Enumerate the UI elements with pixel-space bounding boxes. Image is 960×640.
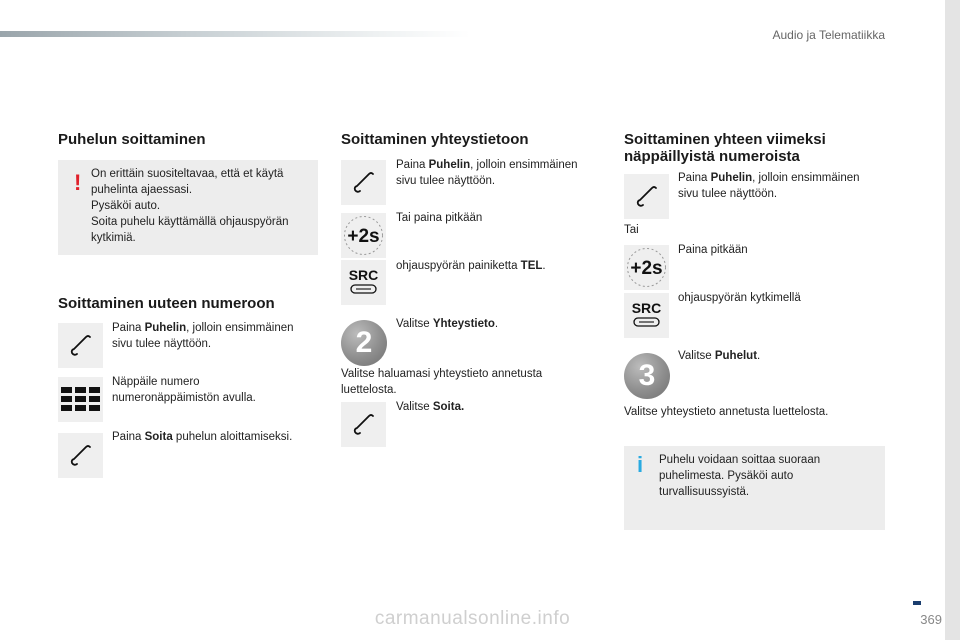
info-box: [624, 446, 885, 530]
warning-line: puhelinta ajaessasi.: [91, 184, 193, 196]
col2-step4-text: Valitse Yhteystieto.: [396, 318, 499, 330]
section-title-recent-numbers: Soittaminen yhteen viimeksi näppäillyistä numeroista: [624, 131, 826, 165]
header-bar: [0, 31, 470, 37]
src-label: SRC: [631, 300, 662, 316]
phone-icon: [624, 174, 669, 219]
info-icon: i: [637, 452, 644, 477]
col3-step5-text: Valitse yhteystieto annetusta luettelosta.: [624, 406, 829, 418]
keypad-icon: [58, 377, 103, 422]
phone-icon: [58, 323, 103, 368]
col3-step1-text: Paina Puhelin, jolloin ensimmäinen sivu tulee näyttöön.: [678, 172, 860, 200]
col3-step4-text: Valitse Puhelut.: [678, 350, 761, 362]
watermark: carmanualsonline.info: [374, 608, 571, 629]
hold-2s-icon: [341, 213, 386, 258]
page-marker: [913, 601, 921, 605]
col2-step6-text: Valitse Soita.: [396, 401, 465, 413]
warning-line: Pysäköi auto.: [91, 200, 161, 212]
col1-step3-text: Paina Soita puhelun aloittamiseksi.: [112, 431, 293, 443]
col3-step3-text: ohjauspyörän kytkimellä: [678, 292, 801, 304]
page-number: 369: [920, 612, 942, 627]
section-title-contact: Soittaminen yhteystietoon: [341, 131, 529, 148]
col1-step1-text: Paina Puhelin, jolloin ensimmäinen sivu tulee näyttöön.: [112, 322, 294, 350]
hold-2s-label: +2s: [347, 226, 380, 247]
warning-box: [58, 160, 318, 255]
warning-line: Soita puhelu käyttämällä ohjauspyörän: [91, 216, 289, 228]
col3-or-text: Tai: [624, 224, 639, 236]
col2-step1-text: Paina Puhelin, jolloin ensimmäinen sivu tulee näyttöön.: [396, 159, 578, 187]
info-text: Puhelu voidaan soittaa suoraan puhelimesta. Pysäköi auto turvallisuussyistä.: [659, 454, 821, 498]
section-title-call: Puhelun soittaminen: [58, 131, 206, 148]
hold-2s-icon: [624, 245, 669, 290]
col3-step2-text: Paina pitkään: [678, 244, 748, 256]
src-button-icon: [624, 293, 669, 338]
hold-2s-label: +2s: [630, 258, 663, 279]
col2-step2-text: Tai paina pitkään: [396, 212, 483, 224]
section-title-new-number: Soittaminen uuteen numeroon: [58, 295, 275, 312]
step-badge-2: 2: [341, 320, 387, 366]
col2-step5-text: Valitse haluamasi yhteystieto annetusta luettelosta.: [341, 368, 543, 396]
col2-step3-text: ohjauspyörän painiketta TEL.: [396, 260, 546, 272]
warning-line: kytkimiä.: [91, 232, 136, 244]
phone-icon: [341, 402, 386, 447]
src-button-icon: [341, 260, 386, 305]
src-label: SRC: [348, 267, 379, 283]
page-edge-strip: [945, 0, 960, 640]
step-badge-3: 3: [624, 353, 670, 399]
phone-icon: [341, 160, 386, 205]
phone-icon: [58, 433, 103, 478]
warning-icon: !: [74, 170, 82, 195]
warning-line: On erittäin suositeltavaa, että et käytä: [91, 168, 284, 180]
header-title: Audio ja Telematiikka: [772, 28, 885, 42]
col1-step2-text: Näppäile numero numeronäppäimistön avulla.: [112, 376, 256, 404]
warning-text: [91, 166, 316, 246]
